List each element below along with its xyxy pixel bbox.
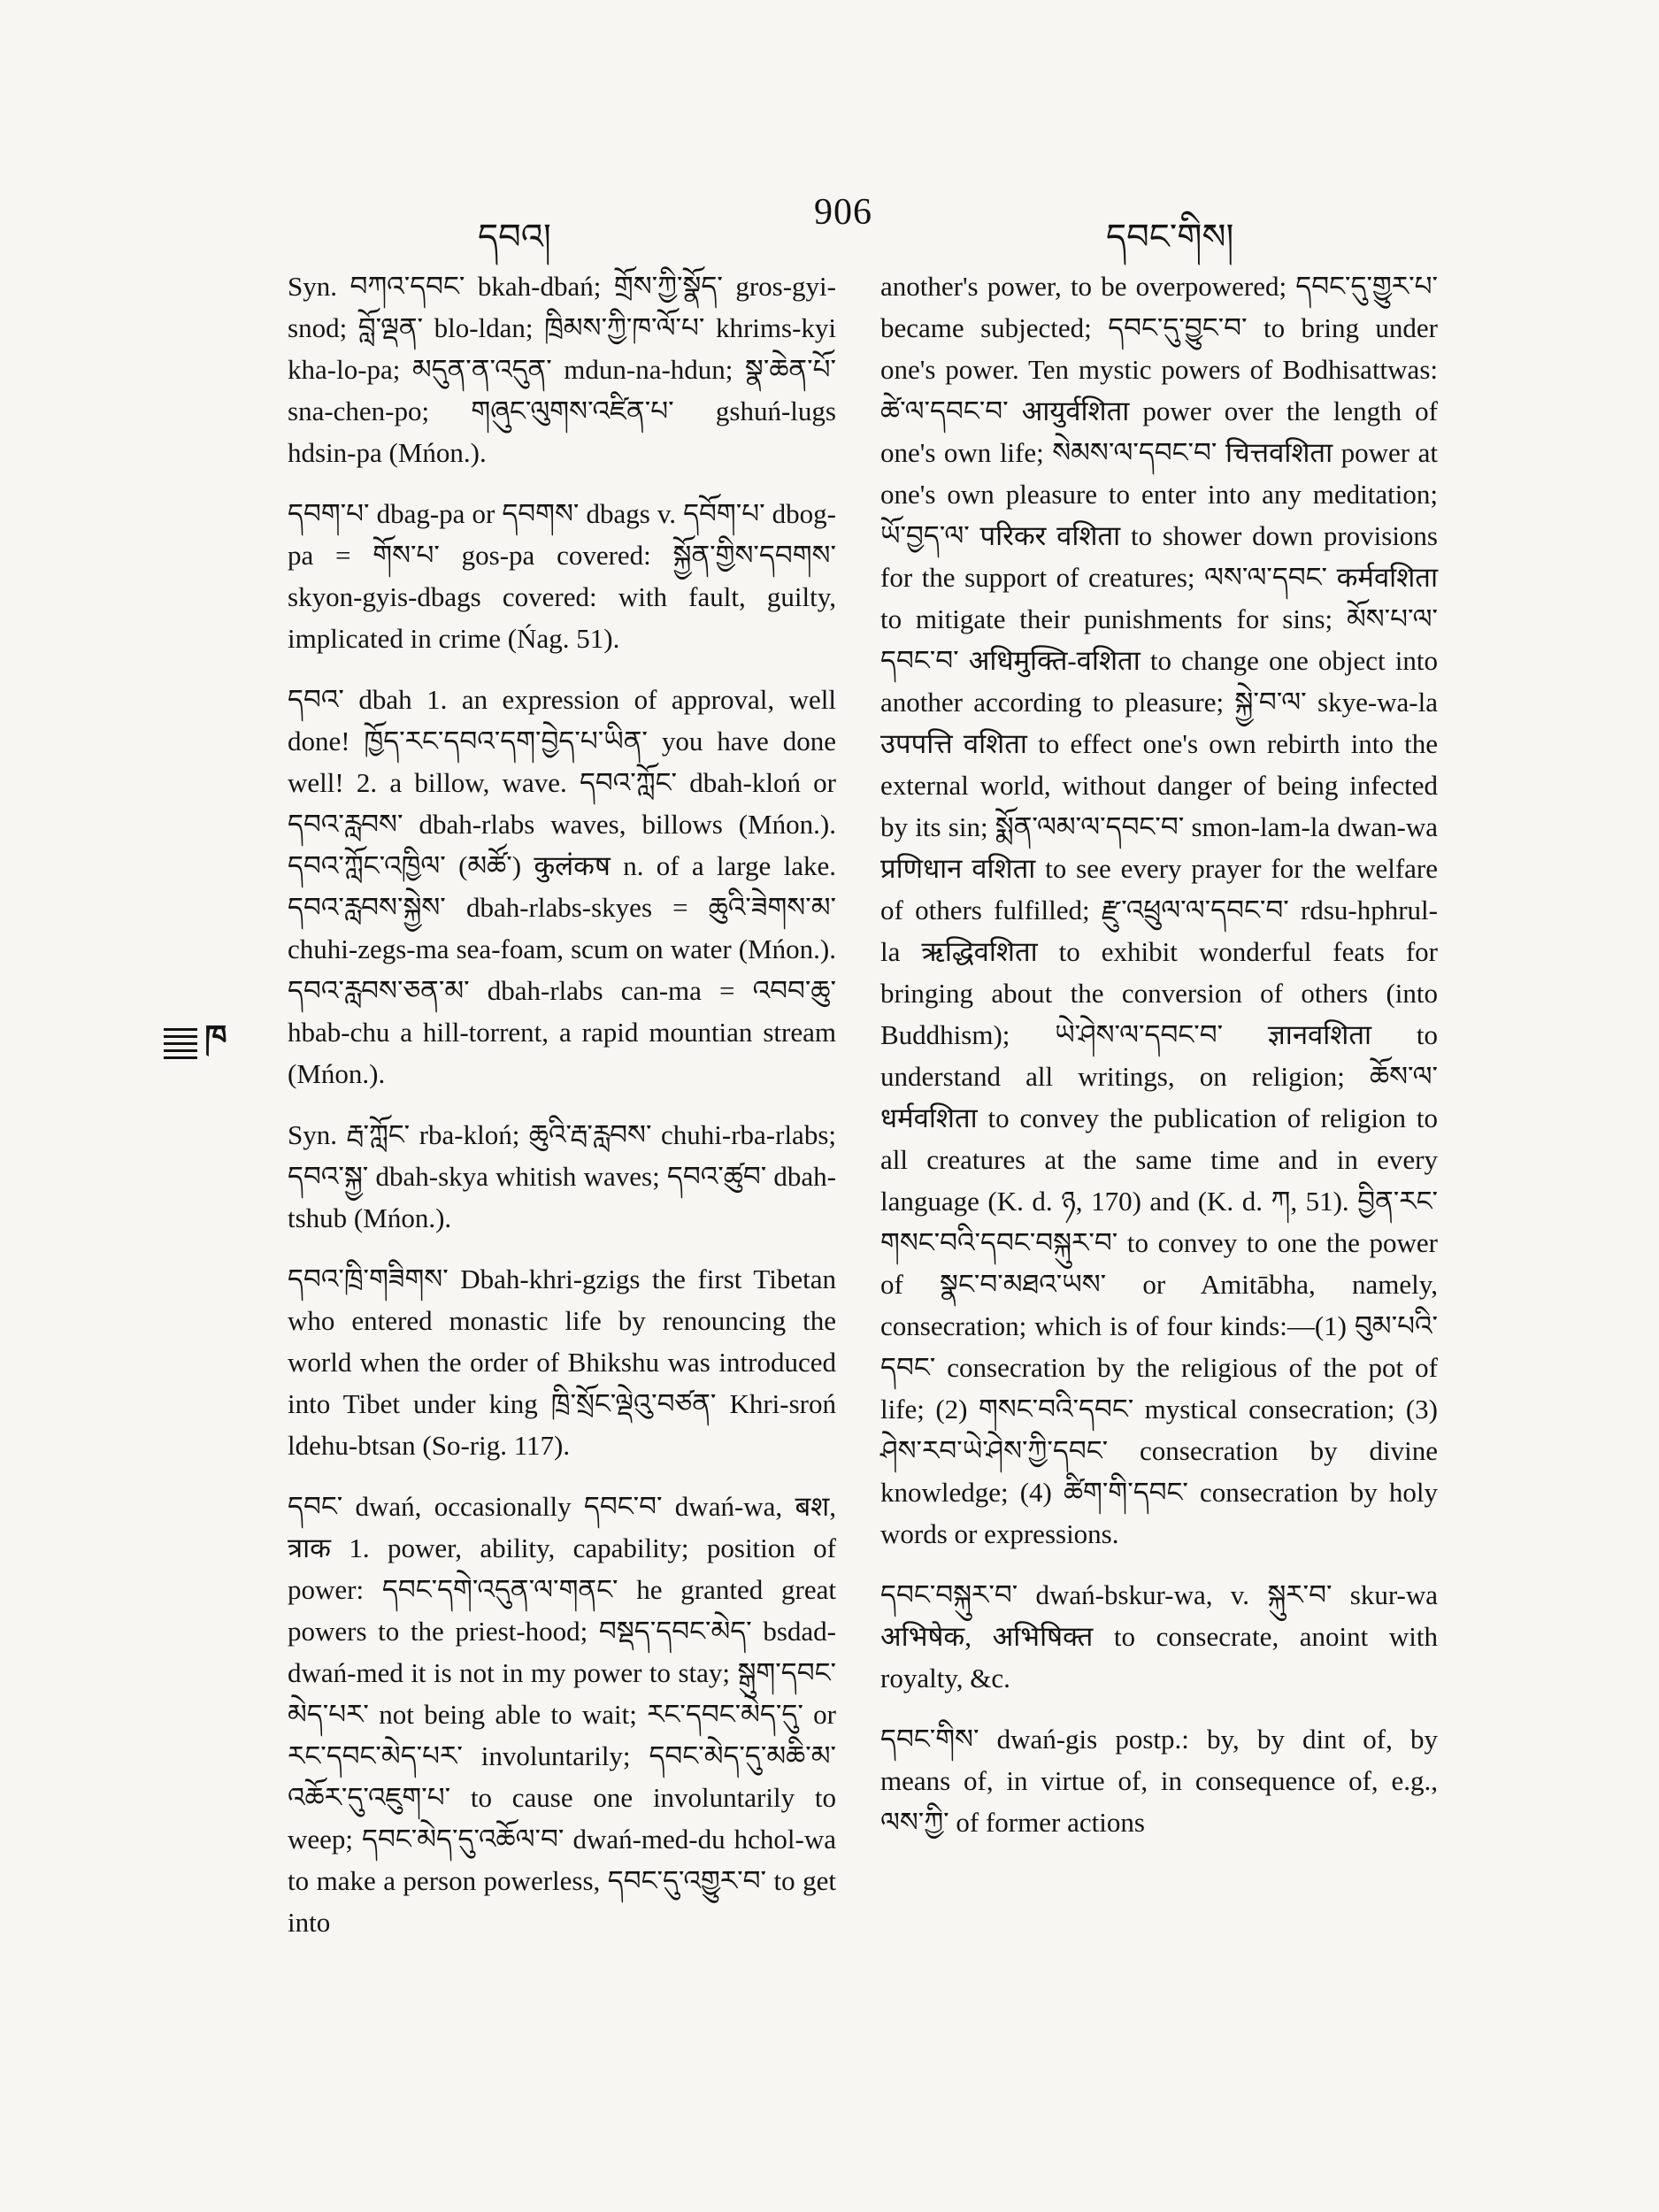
- entry-dwan-continued: another's power, to be overpowered; དབང་དུ་གྱུར་པ་ became subjected; དབང་དུ་བྱུང་བ་ to bring under one's power. Ten mystic powers of Bodhisattwas: ཚེ་ལ་དབང་བ་ आयुर्वशिता power over the length of one's own life; སེམས་ལ་དབང་བ་ चित्तवशिता power at one's own pleasure to enter into any meditation; ཡོ་བྱད་ལ་ परिकर वशिता to shower down provisions for the support of creatures; ལས་ལ་དབང་ कर्मवशिता to mitigate their punishments for sins; མོས་པ་ལ་དབང་བ་ अधिमुक्ति-वशिता to change one object into another according to pleasure; སྐྱེ་བ་ལ་ skye-wa-la उपपत्ति वशिता to effect one's own rebirth into the external world, without danger of being infected by its sin; སྨོན་ལམ་ལ་དབང་བ་ smon-lam-la dwan-wa प्रणिधान वशिता to see every prayer for the welfare of others fulfilled; རྫུ་འཕྲུལ་ལ་དབང་བ་ rdsu-hphrul-la ऋद्धिवशिता to exhibit wonderful feats for bringing about the conversion of others (into Buddhism); ཡེ་ཤེས་ལ་དབང་བ་ ज्ञानवशिता to understand all writings, on religion; ཆོས་ལ་ धर्मवशिता to convey the publication of religion to all creatures at the same time and in every language (K. d. ཉ, 170) and (K. d. ཀ, 51). བྱིན་རང་གསང་བའི་དབང་བསྐུར་བ་ to convey to one the power of སྣང་བ་མཐའ་ཡས་ or Amitābha, namely, consecration; which is of four kinds:—(1) བུམ་པའི་དབང་ consecration by the religious of the pot of life; (2) གསང་བའི་དབང་ mystical consecration; (3) ཤེས་རབ་ཡེ་ཤེས་ཀྱི་དབང་ consecration by divine knowledge; (4) ཚིག་གི་དབང་ consecration by holy words or expressions.: [880, 271, 1438, 1549]
- left-column: [288, 265, 836, 1962]
- right-column: [880, 265, 1438, 1863]
- entry-dwan-gis: དབང་གིས་ dwań-gis postp.: by, by dint of, by means of, in virtue of, in consequence of, e.g., ལས་ཀྱི་ of former actions: [880, 1724, 1438, 1838]
- header-right-headword: དབང་གིས།: [1106, 217, 1234, 257]
- margin-mark-letter: ཁ: [204, 1018, 227, 1056]
- page-number: 906: [814, 192, 872, 233]
- margin-section-mark: [164, 1018, 236, 1067]
- page-header: [0, 192, 1659, 257]
- header-left-headword: དབའ།: [478, 217, 551, 257]
- entry-dbah-khri-gzigs: དབའ་ཁྲི་གཟིགས་ Dbah-khri-gzigs the first Tibetan who entered monastic life by renouncing the world when the order of Bhikshu was introduced into Tibet under king ཁྲི་སྲོང་ལྡེའུ་བཙན་ Khri-sroń ldehu-btsan (So-rig. 117).: [288, 1263, 836, 1461]
- entry-dwan: དབང་ dwań, occasionally དབང་བ་ dwań-wa, बश, त्राक 1. power, ability, capability; position of power: དབང་དགེ་འདུན་ལ་གནང་ he granted great powers to the priest-hood; བསྡད་དབང་མེད་ bsdad-dwań-med it is not in my power to stay; སྒུག་དབང་མེད་པར་ not being able to wait; རང་དབང་མེད་དུ་ or རང་དབང་མེད་པར་ involuntarily; དབང་མེད་དུ་མཆི་མ་འཆོར་དུ་འཇུག་པ་ to cause one involuntarily to weep; དབང་མེད་དུ་འཆོལ་བ་ dwań-med-du hchol-wa to make a person powerless, དབང་དུ་འགྱུར་བ་ to get into: [288, 1491, 836, 1938]
- entry-dbag-pa: དབག་པ་ dbag-pa or དབགས་ dbags v. དབོག་པ་ dbog-pa = གོས་པ་ gos-pa covered: སྐྱོན་གྱིས་དབགས་ skyon-gyis-dbags covered: with fault, guilty, implicated in crime (Ńag. 51).: [288, 498, 836, 654]
- entry-syn-2: Syn. རྦ་ཀློང་ rba-kloń; ཆུའི་རྦ་རླབས་ chuhi-rba-rlabs; དབའ་སྐྱ་ dbah-skya whitish waves; དབའ་ཚུབ་ dbah-tshub (Mńon.).: [288, 1119, 836, 1233]
- entry-dbah: དབའ་ dbah 1. an expression of approval, well done! ཁྱོད་རང་དབའ་དག་བྱེད་པ་ཡིན་ you have done well! 2. a billow, wave. དབའ་ཀློང་ dbah-kloń or དབའ་རླབས་ dbah-rlabs waves, billows (Mńon.). དབའ་ཀློང་འཁྱིལ་ (མཚོ་) कुलंकष n. of a large lake. དབའ་རླབས་སྐྱེས་ dbah-rlabs-skyes = ཆུའི་ཟེགས་མ་ chuhi-zegs-ma sea-foam, scum on water (Mńon.). དབའ་རླབས་ཅན་མ་ dbah-rlabs can-ma = འབབ་ཆུ་ hbab-chu a hill-torrent, a rapid mountian stream (Mńon.).: [288, 684, 836, 1089]
- entry-dwan-bskur-wa: དབང་བསྐུར་བ་ dwań-bskur-wa, v. སྐུར་བ་ skur-wa अभिषेक, अभिषिक्त to consecrate, anoint with royalty, &c.: [880, 1579, 1438, 1694]
- entry-syn-1: Syn. བཀའ་དབང་ bkah-dbań; གྲོས་ཀྱི་སྣོད་ gros-gyi-snod; བློ་ལྡན་ blo-ldan; ཁྲིམས་ཀྱི་ཁ་ལོ་པ་ khrims-kyi kha-lo-pa; མདུན་ན་འདུན་ mdun-na-hdun; སྣ་ཆེན་པོ་ sna-chen-po; གཞུང་ལུགས་འཛིན་པ་ gshuń-lugs hdsin-pa (Mńon.).: [288, 271, 836, 468]
